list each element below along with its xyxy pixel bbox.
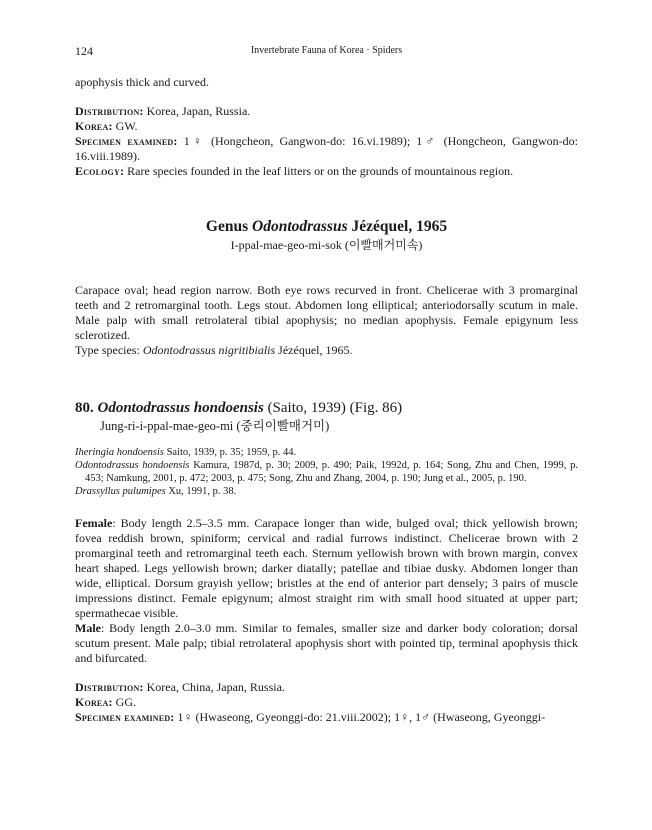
genus-heading: Genus Odontodrassus Jézéquel, 1965 — [205, 218, 448, 235]
page-number: 124 — [75, 44, 93, 58]
page-header — [75, 44, 578, 58]
genus-korean-name: I-ppal-mae-geo-mi-sok (이빨매거미속) — [230, 238, 423, 252]
type-species-line: Type species: Odontodrassus nigritibialis Jézéquel, 1965. — [75, 343, 353, 357]
specimen-line: Specimen examined: 1♀ (Hongcheon, Gangwon-do: 16.vi.1989); 1♂ (Hongcheon, Gangwon-do: 16.viii.1989). — [75, 134, 579, 163]
continued-text: apophysis thick and curved. — [75, 75, 209, 89]
species-distribution-line: Distribution: Korea, China, Japan, Russia. — [75, 680, 285, 694]
female-description: Female: Body length 2.5–3.5 mm. Carapace longer than wide, bulged oval; thick yellowish brown; fovea reddish brown, spiniform; cervical and radial furrows indistinct. Chelicerae brown with 2 promarginal teeth and retromarginal teeth each. Sternum yellowish brown with brown margin, convex heart shaped. Legs yellowish brown; darker diatally; patellae and tibiae dusky. Abdomen longer than wide, elliptical. Dorsum grayish yellow; bristles at the end of anterior part densely; 3 pairs of muscle impressions distinct. Female epigynum; almost straight rim with small hood situated at upper part; spermathecae visible. — [75, 516, 578, 620]
species-korea-line: Korea: GG. — [75, 695, 136, 709]
korea-line: Korea: GW. — [75, 119, 138, 133]
synonym-entry: Odontodrassus hondoensis Kamura, 1987d, p. 30; 2009, p. 490; Paik, 1992d, p. 164; Song, Zhu and Chen, 1999, p. 453; Namkung, 2001, p. 472; 2003, p. 475; Song, Zhu and Zhang, 2004, p. 190; Jung et al., 2005, p. 190. — [75, 460, 578, 484]
ecology-line: Ecology: Rare species founded in the leaf litters or on the grounds of mountainous region. — [75, 164, 514, 178]
distribution-line: Distribution: Korea, Japan, Russia. — [75, 104, 251, 118]
species-heading: 80. Odontodrassus hondoensis (Saito, 1939) (Fig. 86) — [75, 400, 403, 416]
running-title: Invertebrate Fauna of Korea · Spiders — [250, 45, 403, 56]
synonym-entry: Drassyllus pulumipes Xu, 1991, p. 38. — [75, 486, 237, 497]
species-specimen-line: Specimen examined: 1♀ (Hwaseong, Gyeonggi-do: 21.viii.2002); 1♀, 1♂ (Hwaseong, Gyeonggi- — [75, 710, 546, 724]
species-korean-name: Jung-ri-i-ppal-mae-geo-mi (중리이빨매거미) — [100, 419, 330, 433]
page-content — [75, 75, 578, 725]
male-description: Male: Body length 2.0–3.0 mm. Similar to females, smaller size and darker body coloration; dorsal scutum present. Male palp; tibial retrolateral apophysis short with pointed tip, terminal apophysis thick and bifurcated. — [75, 621, 578, 665]
genus-description: Carapace oval; head region narrow. Both eye rows recurved in front. Chelicerae with 3 promarginal teeth and 2 retromarginal tooth. Legs stout. Abdomen long elliptical; anteriodorsally scutum in male. Male palp with small retrolateral tibial apophysis; no median apophysis. Female epigynum less sclerotized. — [75, 283, 578, 342]
synonym-entry: Iheringia hondoensis Saito, 1939, p. 35; 1959, p. 44. — [75, 447, 297, 458]
